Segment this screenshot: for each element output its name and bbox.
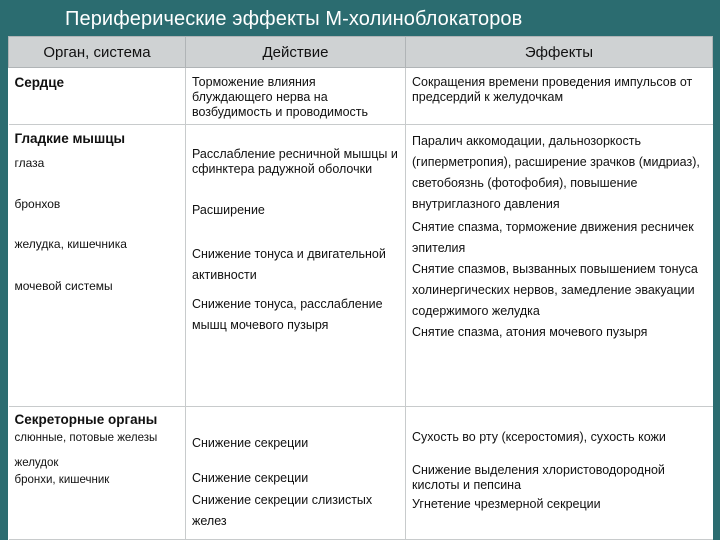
sub-bronchi-intestine: бронхи, кишечник [14,474,110,486]
table-row-heart [9,68,713,125]
effect-bronchi: Снятие спазма, торможение движения ресничек эпителия [412,220,694,255]
effect-stomach: Снятие спазмов, вызванных повышением тонуса холинергических нервов, замедление эвакуации содержимого желудка [412,262,698,318]
header-effects: Эффекты [406,37,713,68]
effect-urinary: Снятие спазма, атония мочевого пузыря [412,325,648,339]
slide-title: Периферические эффекты М-холиноблокаторов [65,8,523,30]
sub-bronchi: бронхов [14,197,61,211]
table-row-secretory [9,407,713,540]
organ-secretory: Секреторные органы [14,412,158,427]
action-gastric: Снижение секреции [192,471,309,485]
table-header-row [9,37,713,68]
sub-eye: глаза [14,156,45,170]
effect-glands: Сухость во рту (ксеростомия), сухость кожи [412,430,666,444]
action-stomach: Снижение тонуса и двигательной активности [192,247,386,282]
action-urinary: Снижение тонуса, расслабление мышц мочевого пузыря [192,297,383,332]
sub-glands: слюнные, потовые железы [14,432,158,444]
sub-urinary: мочевой системы [14,279,113,293]
header-action: Действие [186,37,406,68]
effect-bronchi-intestine: Угнетение чрезмерной секреции [412,497,601,511]
action-bronchi-intestine: Снижение секреции слизистых желез [192,493,373,528]
action-bronchi: Расширение [192,203,265,217]
organ-heart: Сердце [14,75,65,90]
effects-table [8,36,713,540]
table-row-smooth-muscle [9,125,713,407]
sub-stomach: желудка, кишечника [14,237,127,251]
action-heart: Торможение влияния блуждающего нерва на возбудимость и проводимость [192,75,369,119]
effect-heart: Сокращения времени проведения импульсов от предсердий к желудочкам [412,75,693,104]
effect-gastric: Снижение выделения хлористоводородной кислоты и пепсина [412,463,665,492]
action-eye: Расслабление ресничной мышцы и сфинктера радужной оболочки [192,147,398,176]
organ-smooth-muscle: Гладкие мышцы [14,131,126,146]
effect-eye: Паралич аккомодации, дальнозоркость (гиперметропия), расширение зрачков (мидриаз), светобоязнь (фотофобия), повышение внутриглазного давления [412,134,700,211]
action-glands: Снижение секреции [192,436,309,450]
header-organ: Орган, система [9,37,186,68]
sub-gastric: желудок [14,457,59,469]
